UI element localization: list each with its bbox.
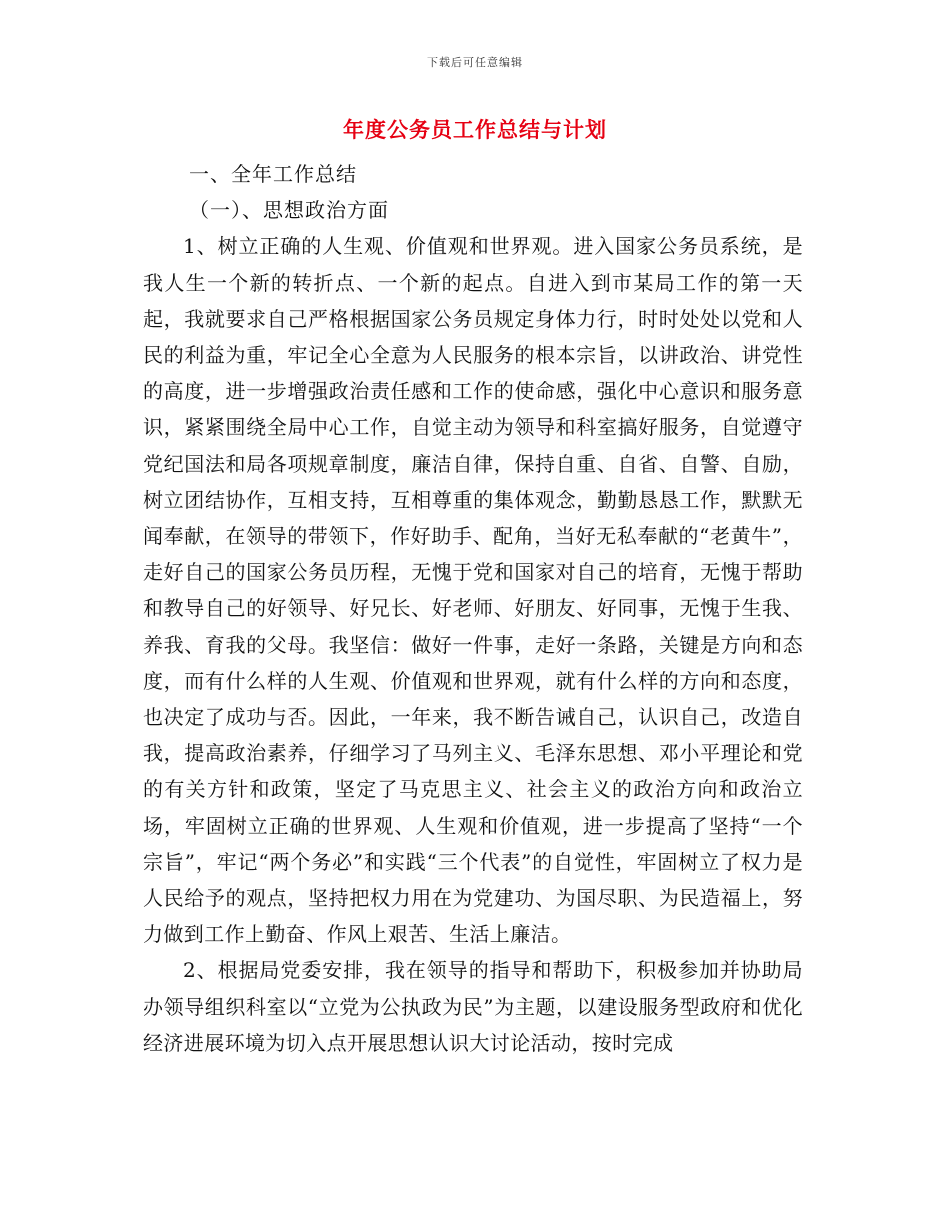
subsection-heading: （一）、思想政治方面 [189,198,389,223]
document-body [143,156,803,1061]
document-title: 年度公务员工作总结与计划 [343,117,607,142]
header-note: 下载后可任意编辑 [427,56,523,69]
section-heading: 一、全年工作总结 [189,162,357,186]
paragraph-1: 1、树立正确的人生观、价值观和世界观。进入国家公务员系统，是我人生一个新的转折点、一个新的起点。自进入到市某局工作的第一天起，我就要求自己严格根据国家公务员规定身体力行，时时处处以党和人民的利益为重，牢记全心全意为人民服务的根本宗旨，以讲政治、讲党性的高度，进一步增强政治责任感和工作的使命感，强化中心意识和服务意识，紧紧围绕全局中心工作，自觉主动为领导和科室搞好服务，自觉遵守党纪国法和局各项规章制度，廉洁自律，保持自重、自省、自警、自励，树立团结协作，互相支持，互相尊重的集体观念，勤勤恳恳工作，默默无闻奉献，在领导的带领下，作好助手、配角，当好无私奉献的“老黄牛”，走好自己的国家公务员历程，无愧于党和国家对自己的培育，无愧于帮助和教导自己的好领导、好兄长、好老师、好朋友、好同事，无愧于生我、养我、育我的父母。我坚信：做好一件事，走好一条路，关键是方向和态度，而有什么样的人生观、价值观和世界观，就有什么样的方向和态度，也决定了成功与否。因此，一年来，我不断告诫自己，认识自己，改造自我，提高政治素养，仔细学习了马列主义、毛泽东思想、邓小平理论和党的有关方针和政策，坚定了马克思主义、社会主义的政治方向和政治立场，牢固树立正确的世界观、人生观和价值观，进一步提高了坚持“一个宗旨”，牢记“两个务必”和实践“三个代表”的自觉性，牢固树立了权力是人民给予的观点，坚持把权力用在为党建功、为国尽职、为民造福上，努力做到工作上勤奋、作风上艰苦、生活上廉洁。 [143,234,803,947]
paragraph-2: 2、根据局党委安排，我在领导的指导和帮助下，积极参加并协助局办领导组织科室以“立党为公执政为民”为主题，以建设服务型政府和优化经济进展环境为切入点开展思想认识大讨论活动，按时完成 [143,958,803,1055]
